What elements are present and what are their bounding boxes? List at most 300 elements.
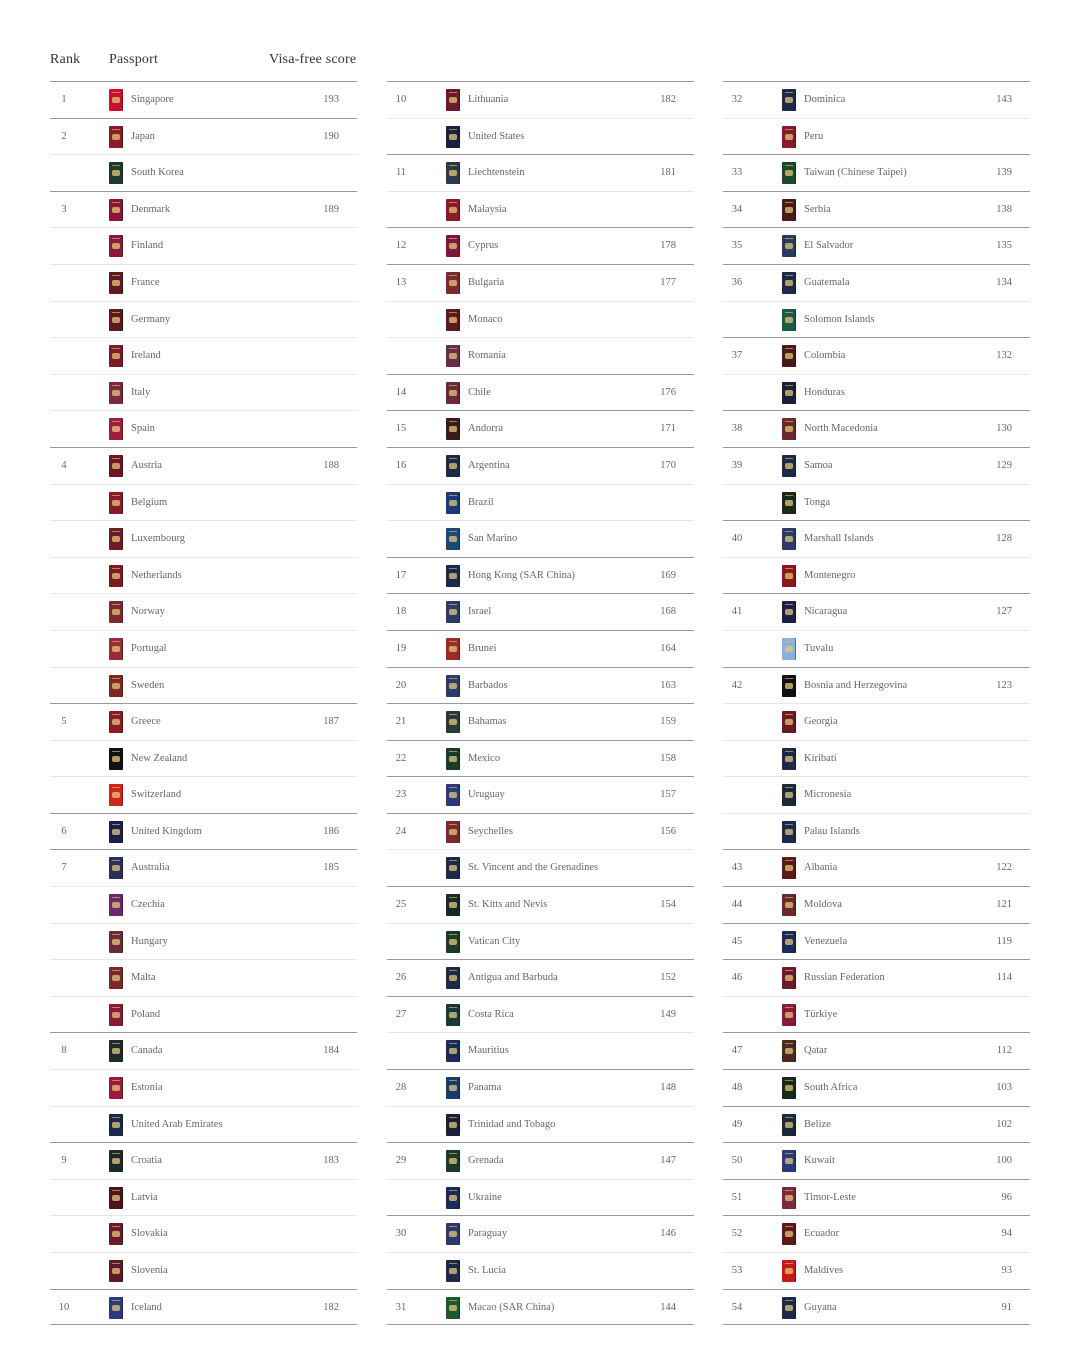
visa-free-score: 93 [1001,1265,1012,1276]
rank-value: 3 [61,203,67,215]
country-name: Cyprus [468,240,499,252]
country-name: Sweden [131,679,165,691]
visa-free-score: 96 [1001,1191,1012,1203]
rank-value: 5 [61,716,67,728]
country-name: Latvia [131,1191,158,1203]
country-name: Paraguay [468,1228,508,1240]
passport-icon [782,528,796,550]
ranking-column-2 [387,81,694,1325]
passport-icon [109,126,123,148]
visa-free-score: 132 [996,350,1012,362]
passport-icon [446,418,460,440]
passport-icon [446,784,460,806]
country-name: Timor-Leste [804,1191,856,1203]
table-row [387,1142,694,1179]
passport-icon [782,235,796,257]
country-name: France [131,276,160,288]
passport-icon [782,857,796,879]
table-row [723,703,1030,740]
visa-free-score: 164 [660,642,676,654]
visa-free-score: 148 [660,1082,676,1094]
country-name: Croatia [131,1155,162,1167]
passport-icon [782,1114,796,1136]
rank-value: 4 [61,459,67,471]
passport-icon [446,894,460,916]
passport-icon [446,492,460,514]
table-row [723,118,1030,155]
rank-value: 45 [731,935,743,947]
table-row [723,1069,1030,1106]
table-row [50,996,357,1033]
table-row [723,191,1030,228]
passport-icon [446,1260,460,1282]
rank-value: 21 [395,716,407,728]
header-rank: Rank [50,52,81,67]
visa-free-score: 159 [660,716,676,728]
passport-icon [109,309,123,331]
passport-icon [782,492,796,514]
table-row [723,447,1030,484]
country-name: Barbados [468,679,508,691]
country-name: Macao (SAR China) [468,1301,555,1313]
visa-free-score: 121 [996,899,1012,911]
country-name: Greece [131,716,161,728]
visa-free-score: 184 [323,1045,339,1057]
table-row [50,1032,357,1069]
passport-icon [446,528,460,550]
visa-free-score: 190 [323,130,339,142]
rank-value: 31 [395,1301,407,1313]
passport-icon [446,675,460,697]
rank-value: 18 [395,606,407,618]
visa-free-score: 181 [660,167,676,179]
visa-free-score: 122 [996,862,1012,874]
country-name: Qatar [804,1045,828,1057]
table-row [723,667,1030,704]
table-row [723,1032,1030,1069]
country-name: Marshall Islands [804,533,874,545]
rank-value: 37 [731,350,743,362]
passport-icon [782,199,796,221]
visa-free-score: 154 [660,899,676,911]
passport-icon [109,565,123,587]
passport-icon [782,1004,796,1026]
country-name: Dominica [804,94,846,105]
country-name: Ukraine [468,1191,502,1203]
table-row [50,557,357,594]
table-row [387,557,694,594]
rank-value: 53 [731,1265,743,1276]
table-row [387,1179,694,1216]
table-row [723,1106,1030,1143]
table-row [723,1142,1030,1179]
table-row [50,520,357,557]
rank-value: 51 [731,1191,743,1203]
country-name: Ecuador [804,1228,839,1240]
table-row [50,776,357,813]
table-row [723,301,1030,338]
visa-free-score: 187 [323,716,339,728]
rank-value: 7 [61,862,67,874]
passport-icon [109,894,123,916]
country-name: Denmark [131,203,171,215]
table-row [387,703,694,740]
table-row [50,1289,357,1326]
passport-icon [109,748,123,770]
passport-icon [446,1004,460,1026]
visa-free-score: 139 [996,167,1012,179]
rank-value: 29 [395,1155,407,1167]
rank-value: 35 [731,240,743,252]
passport-icon [109,638,123,660]
passport-icon [109,931,123,953]
passport-icon [109,89,123,111]
rank-value: 48 [731,1082,743,1094]
visa-free-score: 94 [1001,1228,1012,1240]
table-row [723,886,1030,923]
visa-free-score: 182 [323,1301,339,1313]
country-name: Switzerland [131,789,182,801]
table-row [387,264,694,301]
passport-icon [109,345,123,367]
passport-icon [109,418,123,440]
table-row [387,959,694,996]
country-name: Russian Federation [804,972,885,984]
passport-icon [109,272,123,294]
rank-value: 23 [395,789,407,801]
table-row [723,593,1030,630]
table-row [50,1106,357,1143]
table-row [387,447,694,484]
table-row [387,374,694,411]
country-name: South Korea [131,167,184,179]
rank-value: 36 [731,276,743,288]
country-name: Grenada [468,1155,504,1167]
country-name: Norway [131,606,165,618]
country-name: St. Lucia [468,1265,506,1276]
passport-icon [446,1150,460,1172]
country-name: Monaco [468,313,503,325]
passport-icon [109,1150,123,1172]
table-row [387,410,694,447]
table-row [723,264,1030,301]
ranking-column-1 [50,81,357,1325]
visa-free-score: 130 [996,423,1012,435]
country-name: Hungary [131,935,168,947]
country-name: San Marino [468,533,518,545]
passport-icon [782,748,796,770]
passport-icon [109,1297,123,1319]
visa-free-score: 169 [660,569,676,581]
passport-icon [109,784,123,806]
country-name: Micronesia [804,789,852,801]
country-name: Moldova [804,899,842,911]
rank-value: 41 [731,606,743,618]
country-name: Italy [131,386,151,398]
passport-icon [782,675,796,697]
visa-free-score: 100 [996,1155,1012,1167]
table-row [50,813,357,850]
country-name: United Kingdom [131,825,202,837]
visa-free-score: 170 [660,459,676,471]
table-row [387,923,694,960]
visa-free-score: 128 [996,533,1012,545]
passport-icon [446,1114,460,1136]
passport-icon [446,235,460,257]
passport-icon [109,455,123,477]
visa-free-score: 119 [996,935,1012,947]
table-row [50,374,357,411]
table-row [50,301,357,338]
passport-icon [446,931,460,953]
header-passport: Passport [109,52,159,67]
country-name: Brunei [468,642,497,654]
visa-free-score: 149 [660,1008,676,1020]
passport-icon [446,1187,460,1209]
table-row [387,191,694,228]
passport-icon [109,1223,123,1245]
passport-icon [782,601,796,623]
table-row [387,520,694,557]
rank-value: 33 [731,167,743,179]
country-name: Canada [131,1045,163,1057]
rank-value: 47 [731,1045,743,1057]
rank-value: 11 [395,167,407,179]
country-name: North Macedonia [804,423,878,435]
rank-value: 27 [395,1008,407,1020]
country-name: Costa Rica [468,1008,514,1020]
table-row [387,227,694,264]
table-row [50,81,357,118]
passport-icon [446,638,460,660]
rank-value: 44 [731,899,743,911]
rank-value: 15 [395,423,407,435]
table-row [723,154,1030,191]
passport-icon [782,784,796,806]
country-name: Venezuela [804,935,848,947]
country-name: St. Vincent and the Grenadines [468,862,599,874]
country-name: Maldives [804,1265,844,1276]
country-name: Singapore [131,94,174,105]
passport-icon [109,1004,123,1026]
table-row [723,410,1030,447]
visa-free-score: 147 [660,1155,676,1167]
table-row [50,447,357,484]
table-row [723,959,1030,996]
country-name: Poland [131,1008,161,1020]
country-name: Nicaragua [804,606,848,618]
table-row [50,740,357,777]
visa-free-score: 168 [660,606,676,618]
table-row [723,776,1030,813]
table-row [50,1252,357,1289]
visa-free-score: 123 [996,679,1012,691]
country-name: Honduras [804,386,845,398]
country-name: Colombia [804,350,846,362]
rank-value: 32 [731,94,743,105]
country-name: Montenegro [804,569,856,581]
visa-free-score: 189 [323,203,339,215]
passport-icon [782,1077,796,1099]
table-row [723,813,1030,850]
passport-icon [782,967,796,989]
table-row [387,1289,694,1326]
passport-icon [109,967,123,989]
country-name: Solomon Islands [804,313,875,325]
table-row [387,1252,694,1289]
country-name: Kuwait [804,1155,835,1167]
passport-icon [446,126,460,148]
country-name: Bosnia and Herzegovina [804,679,908,691]
country-name: Ireland [131,350,161,362]
country-name: Belgium [131,496,168,508]
visa-free-score: 171 [660,423,676,435]
passport-icon [782,418,796,440]
passport-icon [782,272,796,294]
table-row [723,996,1030,1033]
table-row [50,959,357,996]
table-row [723,374,1030,411]
rank-value: 39 [731,459,743,471]
country-name: Mauritius [468,1045,509,1057]
passport-icon [446,455,460,477]
country-name: Tonga [804,496,831,508]
table-row [723,337,1030,374]
visa-free-score: 193 [323,94,339,105]
table-row [50,667,357,704]
country-name: Vatican City [468,935,521,947]
table-row [723,557,1030,594]
passport-icon [109,162,123,184]
passport-icon [109,235,123,257]
table-row [387,813,694,850]
country-name: New Zealand [131,752,188,764]
country-name: Australia [131,862,170,874]
table-row [50,264,357,301]
rank-value: 46 [731,972,743,984]
passport-icon [446,309,460,331]
passport-icon [782,126,796,148]
passport-icon [782,821,796,843]
rank-value: 28 [395,1082,407,1094]
visa-free-score: 129 [996,459,1012,471]
table-row [50,1069,357,1106]
table-row [387,996,694,1033]
table-row [387,630,694,667]
passport-icon [782,1223,796,1245]
country-name: United Arab Emirates [131,1118,223,1130]
passport-icon [782,162,796,184]
table-row [50,484,357,521]
rank-value: 19 [395,642,407,654]
visa-free-score: 152 [660,972,676,984]
visa-free-score: 138 [996,203,1012,215]
table-row [50,118,357,155]
visa-free-score: 186 [323,825,339,837]
table-row [723,630,1030,667]
country-name: Japan [131,130,155,142]
country-name: Slovenia [131,1265,168,1276]
country-name: Hong Kong (SAR China) [468,569,576,581]
country-name: El Salvador [804,240,854,252]
country-name: Trinidad and Tobago [468,1118,556,1130]
table-row [723,227,1030,264]
country-name: St. Kitts and Nevis [468,899,548,911]
table-row [723,1179,1030,1216]
country-name: United States [468,130,525,142]
rank-value: 12 [395,240,407,252]
rank-value: 54 [731,1301,743,1313]
passport-icon [782,89,796,111]
passport-icon [446,601,460,623]
table-row [723,1252,1030,1289]
ranking-column-3 [723,81,1030,1325]
table-row [387,667,694,704]
passport-icon [109,821,123,843]
country-name: Guatemala [804,276,850,288]
rank-value: 24 [395,825,407,837]
visa-free-score: 127 [996,606,1012,618]
table-row [387,593,694,630]
table-row [387,337,694,374]
table-row [50,923,357,960]
rank-value: 52 [731,1228,743,1240]
passport-icon [109,711,123,733]
passport-icon [109,1187,123,1209]
rank-value: 20 [395,679,407,691]
country-name: Spain [131,423,155,435]
country-name: Iceland [131,1301,162,1313]
country-name: Samoa [804,459,833,471]
passport-icon [782,711,796,733]
country-name: Netherlands [131,569,182,581]
country-name: Guyana [804,1301,837,1313]
visa-free-score: 134 [996,276,1012,288]
passport-icon [782,638,796,660]
table-row [723,740,1030,777]
country-name: Seychelles [468,825,513,837]
passport-icon [109,675,123,697]
visa-free-score: 176 [660,386,676,398]
visa-free-score: 146 [660,1228,676,1240]
country-name: Taiwan (Chinese Taipei) [804,167,907,179]
rank-value: 10 [58,1301,70,1313]
passport-icon [446,382,460,404]
table-row [387,154,694,191]
country-name: Luxembourg [131,533,186,545]
rank-value: 8 [61,1045,67,1057]
rank-value: 26 [395,972,407,984]
table-row [387,849,694,886]
passport-icon [446,821,460,843]
country-name: Israel [468,606,492,618]
rank-value: 16 [395,459,407,471]
country-name: Serbia [804,203,831,215]
country-name: Austria [131,459,162,471]
country-name: Lithuania [468,94,509,105]
table-row [387,484,694,521]
country-name: Panama [468,1082,502,1094]
visa-free-score: 156 [660,825,676,837]
country-name: Finland [131,240,164,252]
passport-icon [446,345,460,367]
rank-value: 43 [731,862,743,874]
rank-value: 2 [61,130,67,142]
passport-icon [446,967,460,989]
table-row [387,1069,694,1106]
country-name: Mexico [468,752,501,764]
visa-free-score: 188 [323,459,339,471]
